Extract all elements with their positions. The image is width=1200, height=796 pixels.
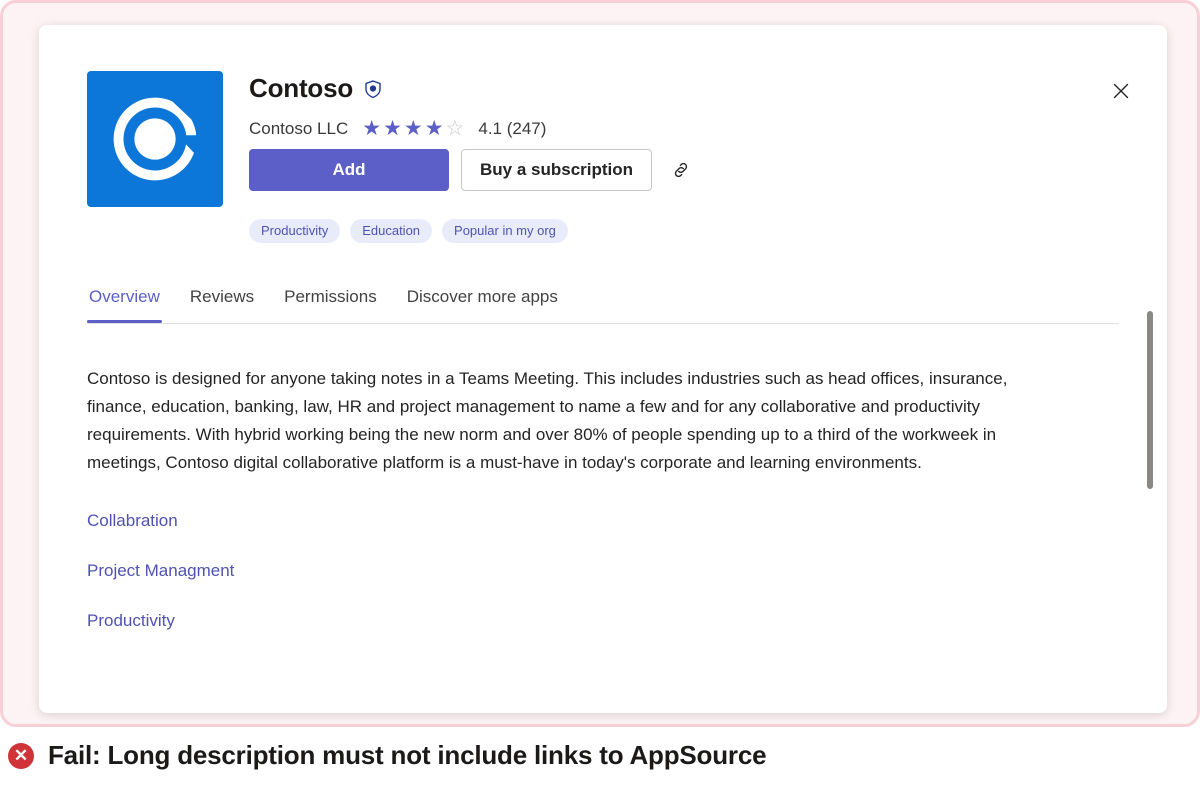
detail-tabs xyxy=(87,281,1119,324)
tab-overview[interactable]: Overview xyxy=(87,281,162,323)
rating-stars xyxy=(362,118,464,139)
rating-text: 4.1 (247) xyxy=(478,118,547,138)
add-button[interactable]: Add xyxy=(249,149,449,191)
star-filled-2: ★ xyxy=(383,117,402,140)
tag-education[interactable]: Education xyxy=(350,219,432,243)
app-details-dialog xyxy=(39,25,1167,713)
app-title-row xyxy=(249,73,383,104)
link-collabration[interactable]: Collabration xyxy=(87,511,178,530)
category-tags xyxy=(249,219,568,243)
buy-subscription-button[interactable]: Buy a subscription xyxy=(461,149,652,191)
scrollbar-thumb[interactable] xyxy=(1147,311,1153,489)
app-description: Contoso is designed for anyone taking notes in a Teams Meeting. This includes industries such as head offices, insurance, finance, education, banking, law, HR and project management to name a few and for any collaborative and productivity requirements. With hybrid working being the new norm and over 80% of people spending up to a third of the workweek in meetings, Contoso digital collaborative platform is a must-have in today's corporate and learning environments. xyxy=(87,369,1008,472)
link-project-managment[interactable]: Project Managment xyxy=(87,561,235,580)
star-filled-1: ★ xyxy=(362,117,382,140)
tab-permissions[interactable]: Permissions xyxy=(282,281,379,323)
tab-discover-more-apps[interactable]: Discover more apps xyxy=(405,281,560,323)
star-filled-3: ★ xyxy=(403,117,423,140)
error-circle-icon: ✕ xyxy=(8,743,34,769)
star-filled-4: ★ xyxy=(424,117,444,140)
validation-message: Fail: Long description must not include links to AppSource xyxy=(48,740,767,770)
tag-productivity[interactable]: Productivity xyxy=(249,219,340,243)
verified-shield-icon xyxy=(363,79,383,99)
close-icon[interactable] xyxy=(1105,75,1137,107)
publisher-name: Contoso LLC xyxy=(249,118,349,138)
app-actions xyxy=(249,149,698,191)
tag-popular-in-my-org[interactable]: Popular in my org xyxy=(442,219,568,243)
app-name: Contoso xyxy=(249,73,354,103)
star-empty-5: ☆ xyxy=(445,117,465,140)
publisher-row xyxy=(249,118,546,139)
overview-content xyxy=(87,365,1097,695)
validation-result xyxy=(8,740,766,771)
app-logo xyxy=(87,71,223,207)
link-productivity[interactable]: Productivity xyxy=(87,611,175,630)
link-icon[interactable] xyxy=(664,153,698,187)
tab-reviews[interactable]: Reviews xyxy=(188,281,256,323)
